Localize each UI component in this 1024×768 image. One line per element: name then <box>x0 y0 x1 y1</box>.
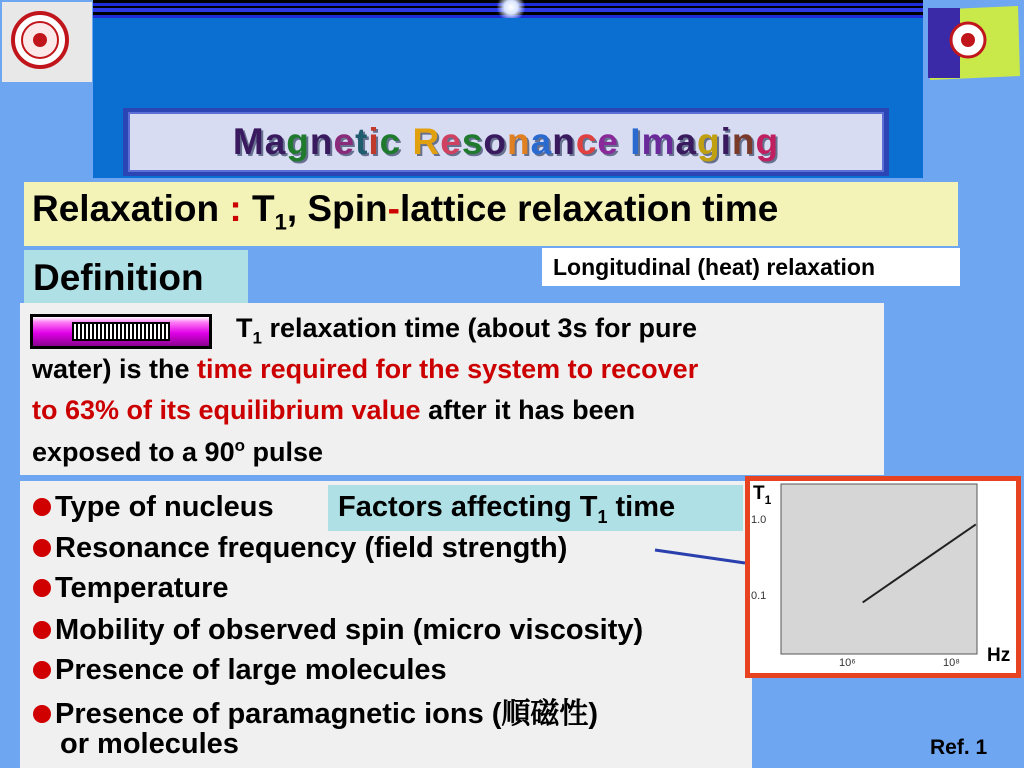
title-letter: s <box>461 121 484 162</box>
x-axis-unit: Hz <box>987 645 1011 666</box>
factor-item: Type of nucleus <box>33 491 274 524</box>
definition-line-1: $T_1$ relaxation time (about 3s for pure <box>236 313 698 348</box>
title-letter: M <box>232 121 265 162</box>
plot-area <box>781 484 977 654</box>
title-letter: c <box>379 121 402 162</box>
title-letter: e <box>597 121 619 162</box>
longitudinal-label: Longitudinal (heat) relaxation <box>553 254 876 280</box>
x-tick-label: 10⁶ <box>839 657 856 669</box>
title-letter: n <box>507 121 531 162</box>
title-letter: i <box>368 121 380 162</box>
title-letter: e <box>333 121 356 162</box>
title-letter: t <box>355 121 369 162</box>
title-letter: e <box>440 121 462 162</box>
definition-label: Definition <box>33 257 204 298</box>
title-letter: a <box>675 121 698 162</box>
definition-line-3: to 63% of its equilibrium value after it has been <box>32 395 636 425</box>
y-tick-label: 1.0 <box>751 514 767 526</box>
title-letter: c <box>575 121 598 162</box>
factor-item: Temperature <box>33 572 229 605</box>
title-letter: n <box>552 121 576 162</box>
factor-item: Resonance frequency (field strength) <box>33 532 567 565</box>
factor-item: Presence of paramagnetic ions (順磁性) <box>33 691 598 732</box>
factor-item-continuation: or molecules <box>60 728 239 760</box>
t1-graph <box>745 476 1021 678</box>
slide-heading: Relaxation : $T_1$, Spin-lattice relaxation time <box>32 188 779 235</box>
title-letter: a <box>530 121 553 162</box>
title-letter: n <box>731 121 756 162</box>
title-letter: o <box>483 121 508 162</box>
title-letter: g <box>286 121 310 162</box>
title-letter: n <box>309 121 334 162</box>
reference-label: Ref. 1 <box>930 736 988 759</box>
y-tick-label: 0.1 <box>751 590 767 602</box>
title-letter: R <box>412 121 441 162</box>
x-tick-label: 10⁸ <box>943 657 960 669</box>
factor-item: Presence of large molecules <box>33 654 447 687</box>
title-letter: g <box>697 121 721 162</box>
definition-line-2: water) is the time required for the system to recover <box>32 354 699 384</box>
title-letter: g <box>755 121 780 162</box>
factor-item: Mobility of observed spin (micro viscosity) <box>33 614 643 647</box>
factors-label: Factors affecting $T_1$ time <box>338 491 676 527</box>
title-letter: i <box>720 121 732 162</box>
title-letter: m <box>641 121 676 162</box>
title-letter: I <box>630 121 642 162</box>
y-axis-label: $T_1$ <box>753 483 772 507</box>
definition-line-4: exposed to a 90$^o$ pulse <box>32 436 324 467</box>
title-letter: a <box>264 121 287 162</box>
